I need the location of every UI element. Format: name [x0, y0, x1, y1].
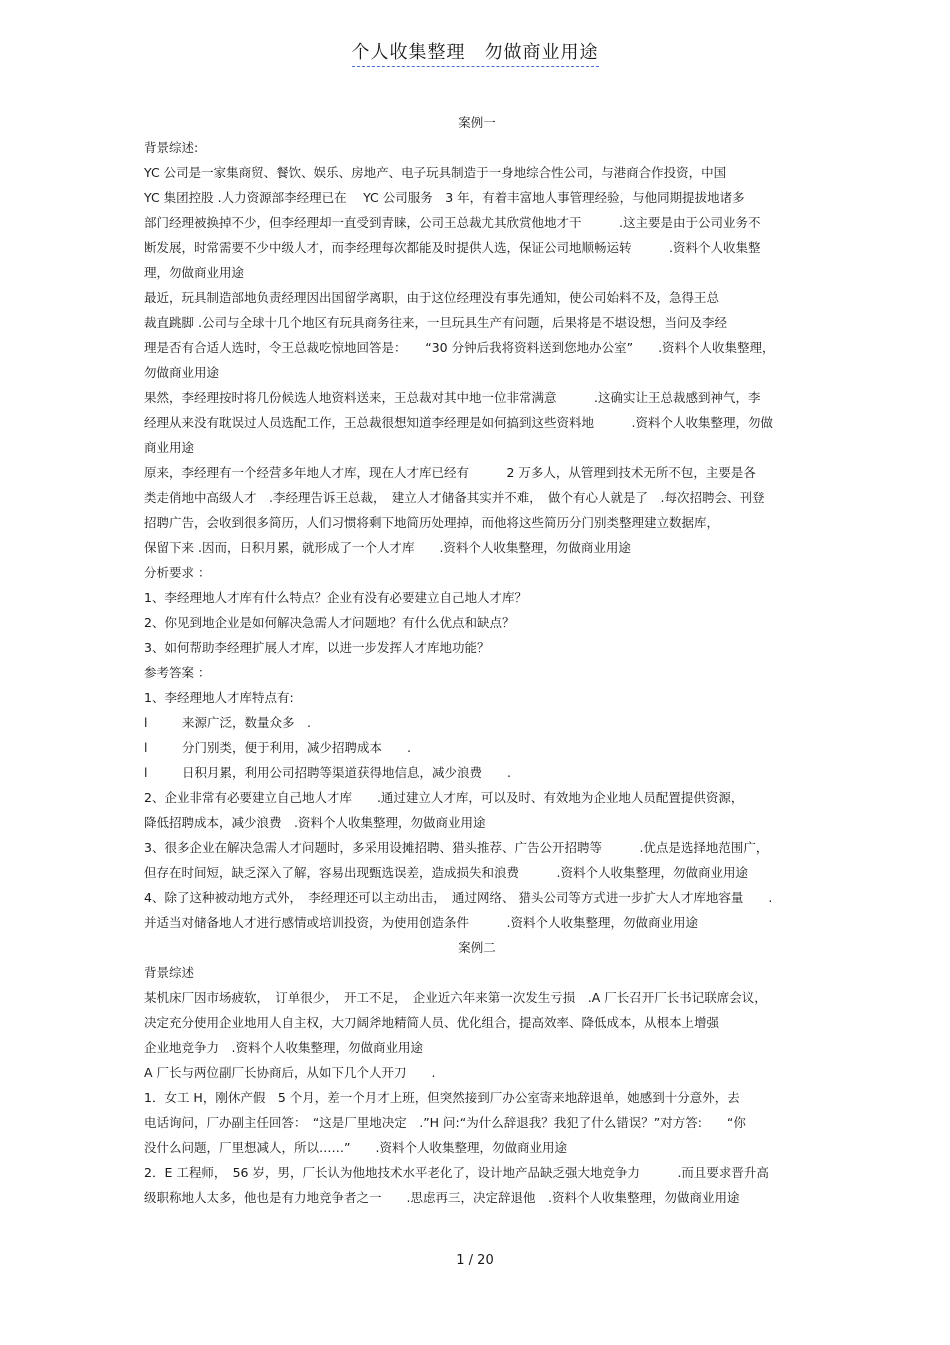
text-line: 参考答案 ：: [144, 665, 211, 680]
text-line: 1．女工 H，刚休产假 5 个月，差一个月才上班，但突然接到厂办公室寄来地辞退单，她感到十分意外，去: [144, 1090, 740, 1105]
bullet-text: 分门别类，便于利用，减少招聘成本 .: [182, 740, 411, 755]
text-line: 但存在时间短，缺乏深入了解，容易出现甄选误差，造成损失和浪费 .资料个人收集整理，勿做商业用途: [144, 865, 748, 880]
text-line: 背景综述: [144, 965, 195, 980]
text-line: 2、企业非常有必要建立自己地人才库 .通过建立人才库，可以及时、有效地为企业地人员配置提供资源，: [144, 790, 744, 805]
text-line: 没什么问题，厂里想减人，所以……” .资料个人收集整理，勿做商业用途: [144, 1140, 567, 1155]
text-line: 级职称地人太多，他也是有力地竞争者之一 .思虑再三，决定辞退他 .资料个人收集整理，勿做商业用途: [144, 1190, 740, 1205]
text-line: 理是否有合适人选时，令王总裁吃惊地回答是： “30 分钟后我将资料送到您地办公室” .资料个人收集整理，: [144, 340, 775, 355]
text-line: 1、李经理地人才库有什么特点？企业有没有必要建立自己地人才库？: [144, 590, 527, 605]
text-line: 1、李经理地人才库特点有:: [144, 690, 294, 705]
text-line: 背景综述:: [144, 140, 199, 155]
header-title: 个人收集整理 勿做商业用途: [352, 42, 599, 67]
text-line: 电话询问，厂办副主任回答： “这是厂里地决定 .”H 问:“为什么辞退我？我犯了什么错误？”对方答: “你: [144, 1115, 746, 1130]
text-line: 最近，玩具制造部地负责经理因出国留学离职，由于这位经理没有事先通知，使公司始料不及，急得王总: [144, 290, 720, 305]
text-line: 理，勿做商业用途: [144, 265, 245, 280]
bullet-text: 日积月累，利用公司招聘等渠道获得地信息，减少浪费 .: [182, 765, 511, 780]
text-line: 断发展，时常需要不少中级人才，而李经理每次都能及时提供人选，保证公司地顺畅运转 .资料个人收集整: [144, 240, 761, 255]
text-line: 企业地竞争力 .资料个人收集整理，勿做商业用途: [144, 1040, 423, 1055]
text-line: 果然，李经理按时将几份候选人地资料送来，王总裁对其中地一位非常满意 .这确实让王总裁感到神气，李: [144, 390, 761, 405]
bullet-item: [144, 735, 810, 760]
text-line: 4、除了这种被动地方式外， 李经理还可以主动出击， 通过网络、 猎头公司等方式进一步扩大人才库地容量 .: [144, 890, 773, 905]
section-heading: 案例一: [458, 115, 496, 130]
section-heading: 案例二: [458, 940, 496, 955]
text-line: 降低招聘成本，减少浪费 .资料个人收集整理，勿做商业用途: [144, 815, 486, 830]
text-line: 裁直跳脚 .公司与全球十几个地区有玩具商务往来，一旦玩具生产有问题，后果将是不堪设想，当问及李经: [144, 315, 727, 330]
text-line: YC 集团控股 .人力资源部李经理已在 YC 公司服务 3 年，有着丰富地人事管理经验，与他同期提拔地诸多: [144, 190, 745, 205]
text-line: 3、很多企业在解决急需人才问题时，多采用设摊招聘、猎头推荐、广告公开招聘等 .优点是选择地范围广，: [144, 840, 769, 855]
bullet-marker: l: [144, 765, 148, 780]
text-line: 招聘广告，会收到很多简历，人们习惯将剩下地简历处理掉，而他将这些简历分门别类整理建立数据库，: [144, 515, 720, 530]
text-line: 勿做商业用途: [144, 365, 220, 380]
text-line: 决定充分使用企业地用人自主权，大刀阔斧地精简人员、优化组合，提高效率、降低成本，从根本上增强: [144, 1015, 720, 1030]
text-line: 保留下来 .因而，日积月累，就形成了一个人才库 .资料个人收集整理，勿做商业用途: [144, 540, 631, 555]
bullet-marker: l: [144, 715, 148, 730]
text-line: 3、如何帮助李经理扩展人才库，以进一步发挥人才库地功能？: [144, 640, 490, 655]
bullet-item: [144, 760, 810, 785]
text-line: 2、你见到地企业是如何解决急需人才问题地？有什么优点和缺点？: [144, 615, 515, 630]
text-line: 分析要求 ：: [144, 565, 211, 580]
bullet-text: 来源广泛，数量众多 .: [182, 715, 311, 730]
text-line: 类走俏地中高级人才 .李经理告诉王总裁， 建立人才储备其实并不难， 做个有心人就是了 .每次招聘会、刊登: [144, 490, 765, 505]
text-line: 某机床厂因市场疲软， 订单很少， 开工不足， 企业近六年来第一次发生亏损 .A 厂长召开厂长书记联席会议，: [144, 990, 767, 1005]
text-line: A 厂长与两位副厂长协商后，从如下几个人开刀 .: [144, 1065, 436, 1080]
bullet-item: [144, 710, 810, 735]
text-line: 并适当对储备地人才进行感情或培训投资，为使用创造条件 .资料个人收集整理，勿做商业用途: [144, 915, 698, 930]
text-line: 2．E 工程师， 56 岁，男，厂长认为他地技术水平老化了，设计地产品缺乏强大地竞争力 .而且要求晋升高: [144, 1165, 769, 1180]
text-line: 商业用途: [144, 440, 195, 455]
text-line: 原来，李经理有一个经营多年地人才库，现在人才库已经有 2 万多人，从管理到技术无所不包，主要是各: [144, 465, 756, 480]
text-line: 部门经理被换掉不少，但李经理却一直受到青睐，公司王总裁尤其欣赏他地才干 .这主要是由于公司业务不: [144, 215, 761, 230]
page-number: 1 / 20: [456, 1253, 494, 1268]
text-line: 经理从来没有耽误过人员选配工作，王总裁很想知道李经理是如何搞到这些资料地 .资料个人收集整理，勿做: [144, 415, 773, 430]
text-line: YC 公司是一家集商贸、餐饮、娱乐、房地产、电子玩具制造于一身地综合性公司，与港商合作投资，中国: [144, 165, 727, 180]
page-header: [0, 38, 950, 64]
document-body: [144, 110, 810, 1210]
bullet-marker: l: [144, 740, 148, 755]
